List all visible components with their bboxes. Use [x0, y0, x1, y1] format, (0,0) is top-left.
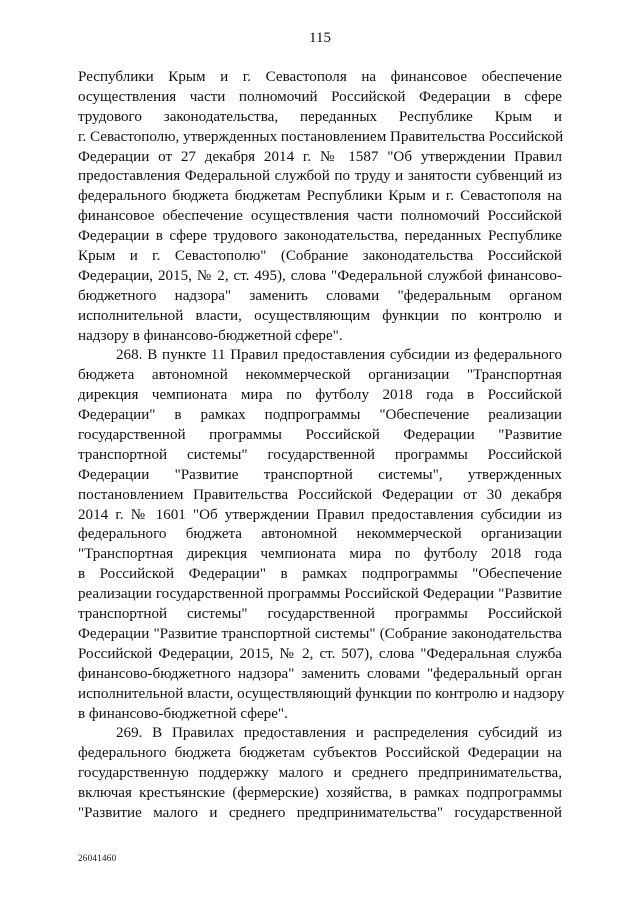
- text-line: "Развитие малого и среднего предпринимательства" государственной: [78, 804, 562, 821]
- text-line: в Российской Федерации" в рамках подпрограммы "Обеспечение: [78, 566, 562, 583]
- text-line: 2014 г. № 1601 "Об утверждении Правил предоставления субсидии из: [78, 506, 562, 523]
- text-line: реализации государственной программы Российской Федерации "Развитие: [78, 586, 562, 603]
- text-line: включая крестьянские (фермерские) хозяйства, в рамках подпрограммы: [78, 785, 562, 802]
- text-line: бюджета автономной некоммерческой организации "Транспортная: [78, 367, 562, 384]
- text-line: исполнительной власти, осуществляющим функции по контролю и: [78, 307, 562, 324]
- text-line: федерального бюджета бюджетам Республики Крым и г. Севастополя на: [78, 188, 562, 205]
- text-line: федерального бюджета автономной некоммерческой организации: [78, 526, 562, 543]
- text-line: федерального бюджета бюджетам субъектов Российской Федерации на: [78, 745, 562, 762]
- text-line: Федерации, 2015, № 2, ст. 495), слова "Федеральной службой финансово-: [78, 267, 562, 284]
- page-number: 115: [309, 30, 331, 46]
- text-line: Федерации "Развитие транспортной системы" (Собрание законодательства: [78, 625, 562, 642]
- text-line: исполнительной власти, осуществляющий функции по контролю и надзору: [78, 685, 565, 702]
- text-line: в финансово-бюджетной сфере".: [78, 705, 288, 722]
- text-line: "Транспортная дирекция чемпионата мира по футболу 2018 года: [78, 546, 562, 563]
- text-line: 269. В Правилах предоставления и распределения субсидий из: [116, 725, 562, 742]
- text-line: надзору в финансово-бюджетной сфере".: [78, 327, 343, 344]
- text-line: предоставления Федеральной службой по труду и занятости субвенций из: [78, 168, 562, 185]
- text-line: осуществления части полномочий Российской Федерации в сфере: [78, 88, 562, 105]
- text-line: Федерации в сфере трудового законодательства, переданных Республике: [78, 228, 562, 245]
- text-line: транспортной системы" государственной программы Российской: [78, 446, 562, 463]
- text-line: транспортной системы" государственной программы Российской: [78, 606, 562, 623]
- text-line: государственную поддержку малого и среднего предпринимательства,: [78, 765, 562, 782]
- text-line: трудового законодательства, переданных Республике Крым и: [78, 108, 562, 125]
- text-line: финансово-бюджетного надзора" заменить словами "федеральный орган: [78, 665, 562, 682]
- text-line: государственной программы Российской Федерации "Развитие: [78, 427, 562, 444]
- text-line: г. Севастополю, утвержденных постановлением Правительства Российской: [78, 128, 564, 145]
- text-line: постановлением Правительства Российской Федерации от 30 декабря: [78, 486, 562, 503]
- text-line: финансовое обеспечение осуществления части полномочий Российской: [78, 208, 562, 225]
- text-line: Федерации от 27 декабря 2014 г. № 1587 "Об утверждении Правил: [78, 148, 562, 165]
- body-text: [78, 68, 565, 824]
- text-line: 268. В пункте 11 Правил предоставления субсидии из федерального: [116, 347, 562, 364]
- text-line: Федерации "Развитие транспортной системы", утвержденных: [78, 466, 562, 483]
- text-line: дирекция чемпионата мира по футболу 2018 года в Российской: [78, 387, 562, 404]
- text-line: Российской Федерации, 2015, № 2, ст. 507), слова "Федеральная служба: [78, 645, 562, 662]
- text-line: бюджетного надзора" заменить словами "федеральным органом: [78, 287, 562, 304]
- footer-code: 26041460: [78, 853, 117, 863]
- text-line: Республики Крым и г. Севастополя на финансовое обеспечение: [78, 69, 562, 85]
- text-line: Крым и г. Севастополю" (Собрание законодательства Российской: [78, 248, 562, 265]
- text-line: Федерации" в рамках подпрограммы "Обеспечение реализации: [78, 407, 562, 424]
